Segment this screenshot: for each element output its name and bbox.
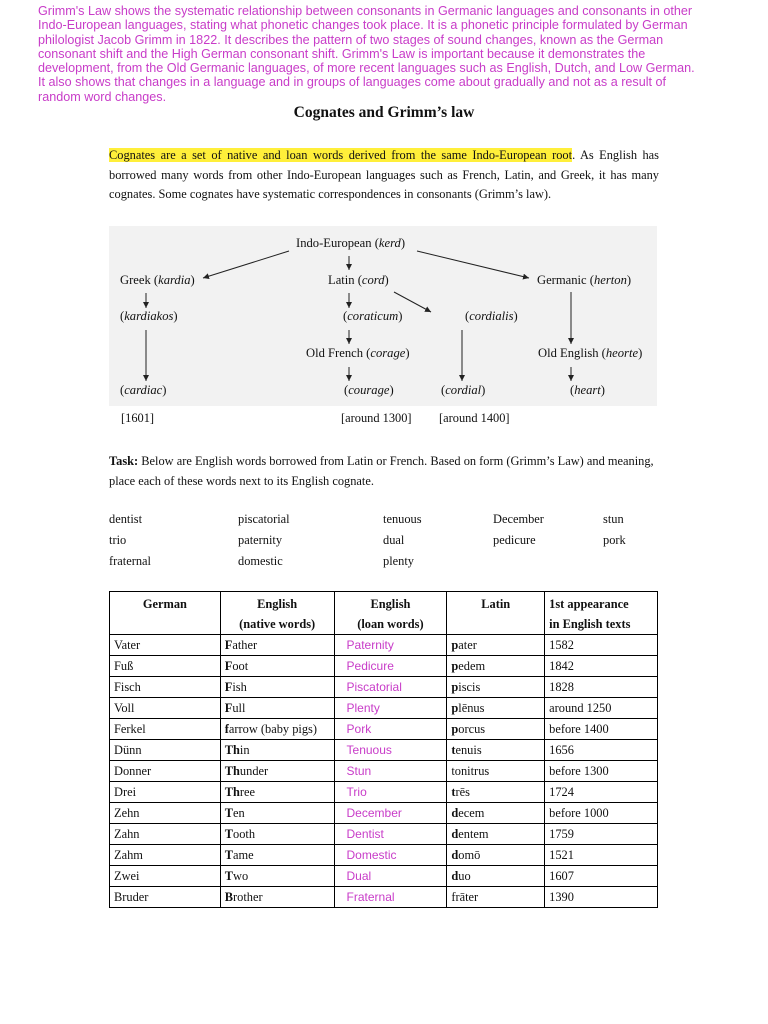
first-appearance: 1607 bbox=[545, 866, 658, 887]
node-greek: Greek (kardia) bbox=[120, 273, 195, 287]
first-appearance: 1724 bbox=[545, 782, 658, 803]
latin-word: dentem bbox=[447, 824, 545, 845]
node-cardiac: (cardiac) bbox=[120, 383, 167, 397]
english-loan-word: Dual bbox=[334, 866, 447, 887]
node-old-french: Old French (corage) bbox=[306, 346, 410, 360]
node-indo-european: Indo-European (kerd) bbox=[296, 236, 406, 250]
english-loan-word: Stun bbox=[334, 761, 447, 782]
latin-word: frāter bbox=[447, 887, 545, 908]
german-word: Ferkel bbox=[110, 719, 221, 740]
latin-word: duo bbox=[447, 866, 545, 887]
word-item: paternity bbox=[238, 533, 283, 547]
table-row bbox=[110, 845, 658, 866]
latin-word: porcus bbox=[447, 719, 545, 740]
first-appearance: 1582 bbox=[545, 635, 658, 656]
table-row bbox=[110, 635, 658, 656]
english-native-word: Father bbox=[220, 635, 334, 656]
english-loan-word: Plenty bbox=[334, 698, 447, 719]
node-coraticum: (coraticum) bbox=[343, 309, 403, 323]
node-kardiakos: (kardiakos) bbox=[120, 309, 178, 323]
first-appearance: 1842 bbox=[545, 656, 658, 677]
first-appearance: 1521 bbox=[545, 845, 658, 866]
german-word: Vater bbox=[110, 635, 221, 656]
english-native-word: Tame bbox=[220, 845, 334, 866]
german-word: Zehn bbox=[110, 803, 221, 824]
first-appearance: 1390 bbox=[545, 887, 658, 908]
first-appearance: 1759 bbox=[545, 824, 658, 845]
table-row bbox=[110, 761, 658, 782]
header-english-native: English (native words) bbox=[220, 592, 334, 635]
header-latin: Latin bbox=[447, 592, 545, 635]
word-item: dentist bbox=[109, 512, 143, 526]
definition-continuation: . As English has borrowed many words from other Indo-European languages such as French, Latin, and Greek, it has many cognates. Some cognates have systematic correspondences in consonants (Grimm’s law). bbox=[109, 148, 660, 202]
node-germanic: Germanic (herton) bbox=[537, 273, 632, 287]
latin-word: piscis bbox=[447, 677, 545, 698]
header-first-appearance: 1st appearance in English texts bbox=[545, 592, 658, 635]
english-native-word: Brother bbox=[220, 887, 334, 908]
node-old-english: Old English (heorte) bbox=[538, 346, 643, 360]
table-row bbox=[110, 803, 658, 824]
arrow-ie-to-germanic bbox=[417, 251, 529, 278]
english-native-word: Three bbox=[220, 782, 334, 803]
english-loan-word: Trio bbox=[334, 782, 447, 803]
table-row bbox=[110, 719, 658, 740]
word-item: domestic bbox=[238, 554, 283, 568]
word-item: plenty bbox=[383, 554, 414, 568]
latin-word: trēs bbox=[447, 782, 545, 803]
table-row bbox=[110, 656, 658, 677]
english-loan-word: Pork bbox=[334, 719, 447, 740]
english-loan-word: December bbox=[334, 803, 447, 824]
german-word: Fuß bbox=[110, 656, 221, 677]
english-loan-word: Domestic bbox=[334, 845, 447, 866]
table-row bbox=[110, 782, 658, 803]
english-native-word: Foot bbox=[220, 656, 334, 677]
english-loan-word: Tenuous bbox=[334, 740, 447, 761]
english-loan-word: Paternity bbox=[334, 635, 447, 656]
task-text: Below are English words borrowed from Latin or French. Based on form (Grimm’s Law) and meaning, place each of these words next to its English cognate. bbox=[109, 454, 654, 488]
english-native-word: Tooth bbox=[220, 824, 334, 845]
german-word: Donner bbox=[110, 761, 221, 782]
page-title: Cognates and Grimm’s law bbox=[293, 104, 475, 121]
german-word: Zahm bbox=[110, 845, 221, 866]
node-courage: (courage) bbox=[344, 383, 394, 397]
word-item: trio bbox=[109, 533, 127, 547]
word-item: fraternal bbox=[109, 554, 151, 568]
english-loan-word: Pedicure bbox=[334, 656, 447, 677]
task-label: Task: bbox=[109, 454, 139, 468]
english-loan-word: Fraternal bbox=[334, 887, 447, 908]
german-word: Drei bbox=[110, 782, 221, 803]
header-english-loan: English (loan words) bbox=[334, 592, 447, 635]
german-word: Fisch bbox=[110, 677, 221, 698]
first-appearance: before 1300 bbox=[545, 761, 658, 782]
latin-word: pater bbox=[447, 635, 545, 656]
cognates-definition-paragraph bbox=[109, 146, 659, 205]
node-latin: Latin (cord) bbox=[328, 273, 389, 287]
arrow-ie-to-greek bbox=[203, 251, 289, 278]
german-word: Zahn bbox=[110, 824, 221, 845]
table-row bbox=[110, 824, 658, 845]
first-appearance: 1656 bbox=[545, 740, 658, 761]
word-item: dual bbox=[383, 533, 405, 547]
word-item: pedicure bbox=[493, 533, 536, 547]
english-loan-word: Piscatorial bbox=[334, 677, 447, 698]
english-native-word: Two bbox=[220, 866, 334, 887]
first-appearance: around 1250 bbox=[545, 698, 658, 719]
date-courage: [around 1300] bbox=[341, 411, 412, 425]
table-row bbox=[110, 677, 658, 698]
header-german: German bbox=[110, 592, 221, 635]
node-cordial: (cordial) bbox=[441, 383, 486, 397]
english-native-word: Fish bbox=[220, 677, 334, 698]
latin-word: plēnus bbox=[447, 698, 545, 719]
first-appearance: before 1000 bbox=[545, 803, 658, 824]
first-appearance: 1828 bbox=[545, 677, 658, 698]
word-item: stun bbox=[603, 512, 624, 526]
english-native-word: Ten bbox=[220, 803, 334, 824]
date-cardiac: [1601] bbox=[121, 411, 155, 425]
table-row bbox=[110, 866, 658, 887]
german-word: Voll bbox=[110, 698, 221, 719]
german-word: Zwei bbox=[110, 866, 221, 887]
intro-paragraph: Grimm's Law shows the systematic relationship between consonants in Germanic languages and consonants in other Indo-European languages, stating what phonetic changes took place. It is a phonetic principle formulated by German philologist Jacob Grimm in 1822. It describes the pattern of two stages of sound changes, known as the German consonant shift and the High German consonant shift. Grimm's Law is important because it demonstrates the development, from the Old Germanic languages, of more recent languages such as English, Dutch, and Low German. It also shows that changes in a language and in groups of languages come about gradually and not as a result of random word changes. bbox=[38, 4, 695, 104]
node-heart: (heart) bbox=[570, 383, 605, 397]
english-native-word: Full bbox=[220, 698, 334, 719]
latin-word: tonitrus bbox=[447, 761, 545, 782]
german-word: Bruder bbox=[110, 887, 221, 908]
word-item: piscatorial bbox=[238, 512, 290, 526]
cognates-table bbox=[109, 591, 658, 908]
table-row bbox=[110, 698, 658, 719]
latin-word: decem bbox=[447, 803, 545, 824]
first-appearance: before 1400 bbox=[545, 719, 658, 740]
word-item: pork bbox=[603, 533, 626, 547]
german-word: Dünn bbox=[110, 740, 221, 761]
task-instructions bbox=[109, 452, 659, 491]
word-item: tenuous bbox=[383, 512, 422, 526]
table-row bbox=[110, 887, 658, 908]
highlighted-definition: Cognates are a set of native and loan words derived from the same Indo-European root bbox=[109, 148, 573, 162]
latin-word: tenuis bbox=[447, 740, 545, 761]
table-row bbox=[110, 740, 658, 761]
word-bank bbox=[109, 512, 669, 578]
english-loan-word: Dentist bbox=[334, 824, 447, 845]
english-native-word: Thin bbox=[220, 740, 334, 761]
date-cordial: [around 1400] bbox=[439, 411, 510, 425]
node-cordialis: (cordialis) bbox=[465, 309, 518, 323]
word-item: December bbox=[493, 512, 544, 526]
english-native-word: farrow (baby pigs) bbox=[220, 719, 334, 740]
english-native-word: Thunder bbox=[220, 761, 334, 782]
etymology-diagram bbox=[109, 226, 657, 406]
latin-word: pedem bbox=[447, 656, 545, 677]
latin-word: domō bbox=[447, 845, 545, 866]
